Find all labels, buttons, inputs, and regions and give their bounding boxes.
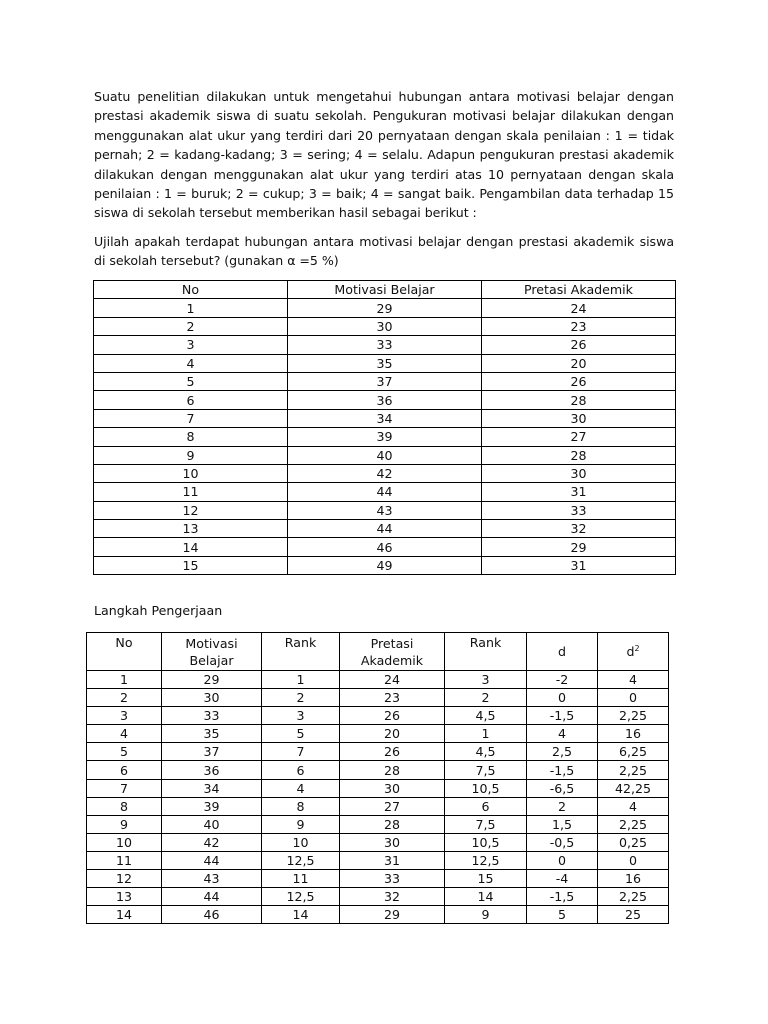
table-cell: 8: [262, 797, 340, 815]
table-cell: 29: [482, 538, 676, 556]
header-no: No: [87, 633, 162, 671]
table-cell: 2,25: [598, 707, 669, 725]
table-cell: 31: [482, 483, 676, 501]
table-row: [94, 483, 676, 501]
table-cell: 29: [340, 906, 445, 924]
table-cell: 42,25: [598, 779, 669, 797]
table-cell: 27: [340, 797, 445, 815]
table-cell: 8: [94, 428, 288, 446]
table-cell: 35: [162, 725, 262, 743]
table-cell: 24: [340, 671, 445, 689]
table-cell: 2: [262, 689, 340, 707]
table-cell: 32: [482, 520, 676, 538]
table-cell: 26: [482, 336, 676, 354]
table-cell: 30: [482, 464, 676, 482]
table-cell: 33: [162, 707, 262, 725]
table-cell: 33: [482, 501, 676, 519]
table-row: [87, 797, 669, 815]
table-row: [94, 538, 676, 556]
table-cell: -1,5: [527, 888, 598, 906]
table-cell: 24: [482, 299, 676, 317]
table-row: [87, 851, 669, 869]
table-cell: 12,5: [262, 851, 340, 869]
table-row: [94, 428, 676, 446]
table-cell: 25: [598, 906, 669, 924]
table-cell: 10,5: [445, 779, 527, 797]
table-row: [94, 446, 676, 464]
table-cell: 2,25: [598, 761, 669, 779]
table-row: [87, 833, 669, 851]
table-cell: -2: [527, 671, 598, 689]
table-row: [94, 354, 676, 372]
table-cell: 7,5: [445, 761, 527, 779]
table-cell: 3: [94, 336, 288, 354]
table-cell: 2,25: [598, 815, 669, 833]
table-cell: 10: [262, 833, 340, 851]
table-cell: -6,5: [527, 779, 598, 797]
table-cell: 9: [87, 815, 162, 833]
table-cell: 31: [340, 851, 445, 869]
table-cell: 20: [340, 725, 445, 743]
problem-description: Suatu penelitian dilakukan untuk mengetahui hubungan antara motivasi belajar dengan prestasi akademik siswa di suatu sekolah. Pengukuran motivasi belajar dilakukan dengan menggunakan alat ukur yang terdiri dari 20 pernyataan dengan skala penilaian : 1 = tidak pernah; 2 = kadang-kadang; 3 = sering; 4 = selalu. Adapun pengukuran prestasi akademik dilakukan dengan menggunakan alat ukur yang terdiri atas 10 pernyataan dengan skala penilaian : 1 = buruk; 2 = cukup; 3 = baik; 4 = sangat baik. Pengambilan data terhadap 15 siswa di sekolah tersebut memberikan hasil sebagai berikut :: [94, 89, 674, 221]
table-cell: 7: [262, 743, 340, 761]
table-cell: 6: [87, 761, 162, 779]
table-cell: 43: [288, 501, 482, 519]
table-cell: 26: [340, 707, 445, 725]
table-cell: 30: [340, 779, 445, 797]
table-row: [94, 501, 676, 519]
table-cell: 27: [482, 428, 676, 446]
table-cell: 0,25: [598, 833, 669, 851]
table-cell: 28: [482, 391, 676, 409]
table-cell: 2,5: [527, 743, 598, 761]
table-cell: 1: [87, 671, 162, 689]
table-row: [87, 888, 669, 906]
table-cell: 39: [162, 797, 262, 815]
table-cell: 15: [94, 556, 288, 574]
table-row: [87, 743, 669, 761]
table-cell: 2: [527, 797, 598, 815]
table-cell: 4: [94, 354, 288, 372]
table-cell: 9: [262, 815, 340, 833]
table-cell: -1,5: [527, 707, 598, 725]
table-cell: 10: [94, 464, 288, 482]
table-cell: 0: [527, 851, 598, 869]
d-squared-base: d: [626, 644, 635, 659]
table-row: [87, 725, 669, 743]
table-cell: 30: [340, 833, 445, 851]
table-cell: 26: [340, 743, 445, 761]
table-row: [94, 556, 676, 574]
table-cell: 40: [288, 446, 482, 464]
table-row: [87, 906, 669, 924]
table-cell: 1: [94, 299, 288, 317]
rank-table-header-row: [87, 633, 669, 671]
table-cell: 1: [262, 671, 340, 689]
table-cell: 5: [527, 906, 598, 924]
table-cell: 44: [288, 520, 482, 538]
table-row: [87, 689, 669, 707]
table-cell: 34: [162, 779, 262, 797]
table-row: [94, 336, 676, 354]
table-row: [94, 317, 676, 335]
header-d: d: [527, 633, 598, 671]
table-cell: 2,25: [598, 888, 669, 906]
table-cell: 16: [598, 870, 669, 888]
table-cell: 30: [162, 689, 262, 707]
table-cell: 4: [87, 725, 162, 743]
table-cell: 9: [94, 446, 288, 464]
table-cell: 37: [288, 372, 482, 390]
header-prestasi: Pretasi Akademik: [482, 281, 676, 299]
table-cell: 11: [87, 851, 162, 869]
table-cell: 46: [288, 538, 482, 556]
table-row: [94, 372, 676, 390]
table-cell: 33: [288, 336, 482, 354]
table-cell: 14: [262, 906, 340, 924]
table-row: [94, 464, 676, 482]
table-cell: 5: [262, 725, 340, 743]
rank-table-body: [87, 671, 669, 924]
table-cell: 4: [527, 725, 598, 743]
table-cell: 14: [445, 888, 527, 906]
table-cell: 5: [94, 372, 288, 390]
data-table-body: [94, 299, 676, 575]
table-cell: -4: [527, 870, 598, 888]
table-cell: 7,5: [445, 815, 527, 833]
table-row: [87, 779, 669, 797]
table-cell: 33: [340, 870, 445, 888]
table-cell: 6,25: [598, 743, 669, 761]
table-cell: 26: [482, 372, 676, 390]
table-cell: 10,5: [445, 833, 527, 851]
header-d-squared: [598, 633, 669, 671]
table-cell: 23: [482, 317, 676, 335]
table-cell: 7: [94, 409, 288, 427]
table-row: [94, 299, 676, 317]
table-cell: 30: [288, 317, 482, 335]
table-cell: 4,5: [445, 743, 527, 761]
table-cell: 28: [340, 761, 445, 779]
table-cell: 36: [162, 761, 262, 779]
table-cell: 37: [162, 743, 262, 761]
header-motivasi-belajar: Motivasi Belajar: [162, 633, 262, 671]
table-cell: 3: [445, 671, 527, 689]
table-cell: 28: [340, 815, 445, 833]
header-motivasi: Motivasi Belajar: [288, 281, 482, 299]
table-row: [87, 870, 669, 888]
table-row: [87, 815, 669, 833]
problem-question: Ujilah apakah terdapat hubungan antara motivasi belajar dengan prestasi akademik siswa di sekolah tersebut? (gunakan α =5 %): [94, 234, 674, 269]
table-cell: 13: [87, 888, 162, 906]
table-row: [94, 520, 676, 538]
d-squared-exponent: 2: [634, 644, 640, 653]
table-cell: 11: [94, 483, 288, 501]
table-row: [87, 671, 669, 689]
table-cell: -0,5: [527, 833, 598, 851]
table-cell: 4: [598, 797, 669, 815]
table-cell: 6: [445, 797, 527, 815]
table-cell: 12: [87, 870, 162, 888]
table-cell: 4: [262, 779, 340, 797]
table-cell: 12: [94, 501, 288, 519]
table-cell: 12,5: [262, 888, 340, 906]
table-cell: 2: [94, 317, 288, 335]
table-row: [87, 707, 669, 725]
table-cell: 13: [94, 520, 288, 538]
table-cell: 16: [598, 725, 669, 743]
table-cell: 11: [262, 870, 340, 888]
header-rank-motivasi: Rank: [262, 633, 340, 671]
table-cell: 1: [445, 725, 527, 743]
table-row: [94, 391, 676, 409]
table-cell: 32: [340, 888, 445, 906]
rank-table: [86, 632, 669, 924]
table-cell: 2: [445, 689, 527, 707]
table-cell: 8: [87, 797, 162, 815]
table-cell: 3: [262, 707, 340, 725]
table-header-row: [94, 281, 676, 299]
header-no: No: [94, 281, 288, 299]
table-cell: 40: [162, 815, 262, 833]
table-cell: 10: [87, 833, 162, 851]
table-cell: 31: [482, 556, 676, 574]
table-cell: 12,5: [445, 851, 527, 869]
table-cell: 9: [445, 906, 527, 924]
table-cell: 0: [598, 851, 669, 869]
table-cell: 42: [288, 464, 482, 482]
table-cell: 43: [162, 870, 262, 888]
header-rank-prestasi: Rank: [445, 633, 527, 671]
table-cell: 35: [288, 354, 482, 372]
table-cell: 14: [87, 906, 162, 924]
table-cell: -1,5: [527, 761, 598, 779]
table-cell: 6: [262, 761, 340, 779]
header-prestasi-akademik: Pretasi Akademik: [340, 633, 445, 671]
table-cell: 44: [288, 483, 482, 501]
table-cell: 49: [288, 556, 482, 574]
table-cell: 28: [482, 446, 676, 464]
steps-heading: Langkah Pengerjaan: [94, 603, 223, 618]
table-cell: 36: [288, 391, 482, 409]
table-cell: 0: [527, 689, 598, 707]
table-cell: 2: [87, 689, 162, 707]
table-cell: 15: [445, 870, 527, 888]
table-cell: 5: [87, 743, 162, 761]
table-cell: 44: [162, 851, 262, 869]
table-cell: 29: [162, 671, 262, 689]
table-cell: 0: [598, 689, 669, 707]
table-cell: 7: [87, 779, 162, 797]
table-cell: 44: [162, 888, 262, 906]
table-cell: 6: [94, 391, 288, 409]
table-cell: 29: [288, 299, 482, 317]
table-cell: 20: [482, 354, 676, 372]
table-cell: 4,5: [445, 707, 527, 725]
table-cell: 39: [288, 428, 482, 446]
table-cell: 3: [87, 707, 162, 725]
table-cell: 46: [162, 906, 262, 924]
data-table: [93, 280, 676, 575]
table-cell: 14: [94, 538, 288, 556]
table-cell: 42: [162, 833, 262, 851]
table-cell: 23: [340, 689, 445, 707]
table-row: [94, 409, 676, 427]
table-row: [87, 761, 669, 779]
table-cell: 34: [288, 409, 482, 427]
table-cell: 30: [482, 409, 676, 427]
table-cell: 4: [598, 671, 669, 689]
table-cell: 1,5: [527, 815, 598, 833]
